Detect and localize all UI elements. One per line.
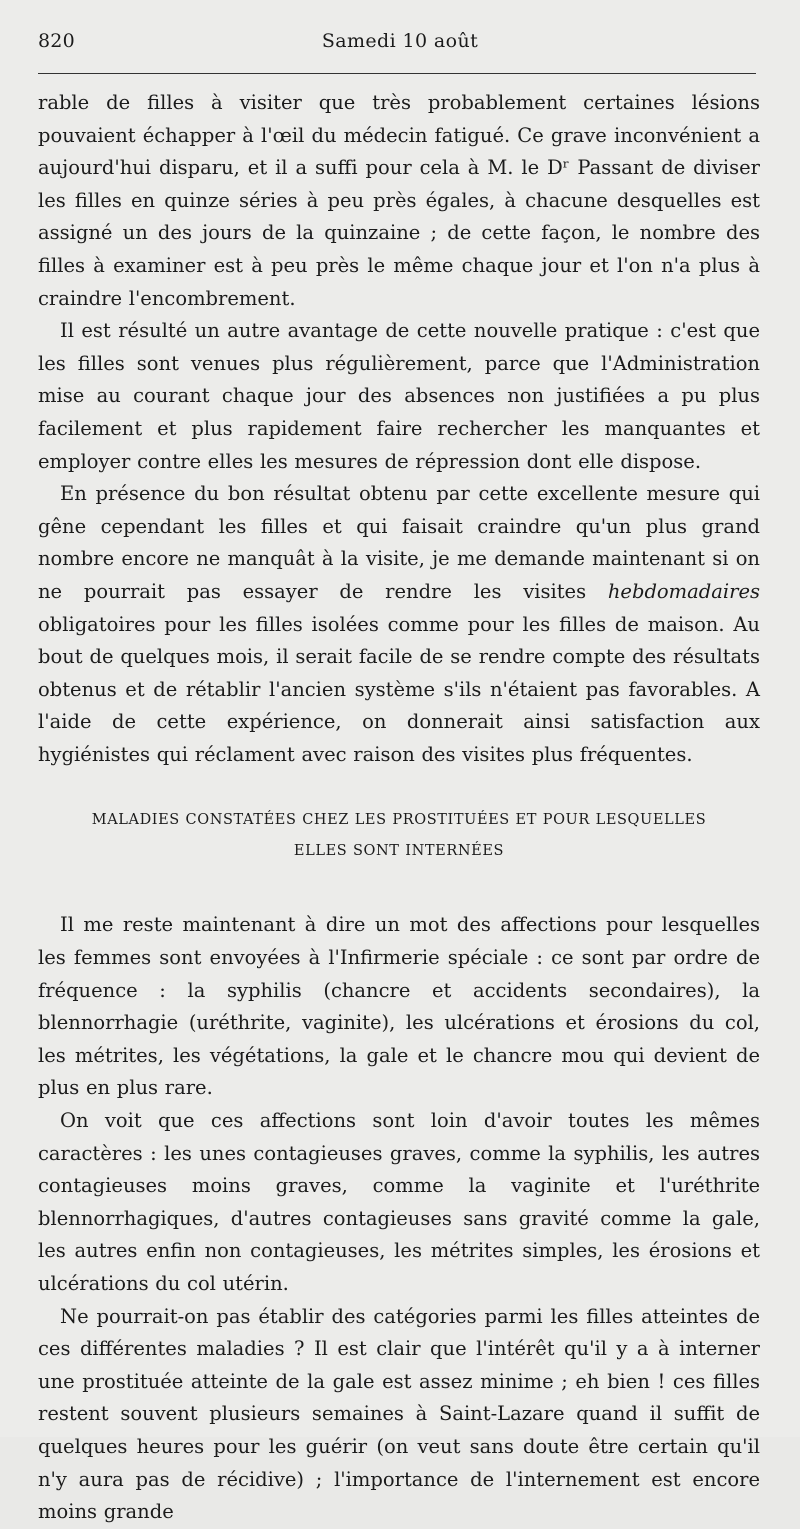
emphasized-word: hebdomadaires <box>607 579 760 603</box>
paragraph: Il est résulté un autre avantage de cette nouvelle pratique : c'est que les filles sont venues plus régulièrement, parce que l'Administration mise au courant chaque jour des absences non justifiées a pu plus facilement et plus rapidement faire rechercher les manquantes et employer contre elles les mesures de répression dont elle dispose. <box>38 319 760 473</box>
paragraph-text: obligatoires pour les filles isolées comme pour les filles de maison. Au bout de quelques mois, il serait facile de se rendre compte des résultats obtenus et de rétablir l'ancien système s'ils n'étaient pas favorables. A l'aide de cette expérience, on donnerait ainsi satisfaction aux hygiénistes qui réclament avec raison des visites plus fréquentes. <box>38 612 760 766</box>
paragraph-with-emphasis <box>38 478 760 771</box>
paragraph-continued: rable de filles à visiter que très probablement certaines lésions pouvaient échapper à l'œil du médecin fatigué. Ce grave inconvénient a aujourd'hui disparu, et il a suffi pour cela à M. le Dʳ Passant de diviser les filles en quinze séries à peu près égales, à chacune desquelles est assigné un des jours de la quinzaine ; de cette façon, le nombre des filles à examiner est à peu près le même chaque jour et l'on n'a plus à craindre l'encombrement. <box>38 91 760 310</box>
paragraph: On voit que ces affections sont loin d'avoir toutes les mêmes caractères : les unes contagieuses graves, comme la syphilis, les autres contagieuses moins graves, comme la vaginite et l'uréthrite blennorrhagiques, d'autres contagieuses sans gravité comme la gale, les autres enfin non contagieuses, les métrites simples, les érosions et ulcérations du col utérin. <box>38 1109 760 1295</box>
paragraph: Ne pourrait-on pas établir des catégories parmi les filles atteintes de ces différentes maladies ? Il est clair que l'intérêt qu'il y a à interner une prostituée atteinte de la gale est assez minime ; eh bien ! ces filles restent souvent plusieurs semaines à Saint-Lazare quand il suffit de quelques heures pour les guérir (on veut sans doute être certain qu'il n'y aura pas de récidive) ; l'importance de l'internement est encore moins grande <box>38 1304 760 1524</box>
page-header <box>0 30 800 60</box>
body-text <box>38 87 760 1529</box>
section-heading <box>38 805 760 867</box>
section-heading-line-1: MALADIES CONSTATÉES CHEZ LES PROSTITUÉES ET POUR LESQUELLES <box>91 812 707 829</box>
page-number: 820 <box>38 30 75 52</box>
paragraph-text: En présence du bon résultat obtenu par cette excellente mesure qui gêne cependant les filles et qui faisait craindre qu'un plus grand nombre encore ne manquât à la visite, je me demande maintenant si on ne pourrait pas essayer de rendre les visites <box>38 482 760 603</box>
paragraph: Il me reste maintenant à dire un mot des affections pour lesquelles les femmes sont envoyées à l'Infirmerie spéciale : ce sont par ordre de fréquence : la syphilis (chancre et accidents secondaires), la blennorrhagie (uréthrite, vaginite), les ulcérations et érosions du col, les métrites, les végétations, la gale et le chancre mou qui devient de plus en plus rare. <box>38 913 760 1100</box>
section-heading-line-2: ELLES SONT INTERNÉES <box>293 843 505 860</box>
running-head: Samedi 10 août <box>321 30 479 52</box>
header-rule <box>38 73 756 74</box>
